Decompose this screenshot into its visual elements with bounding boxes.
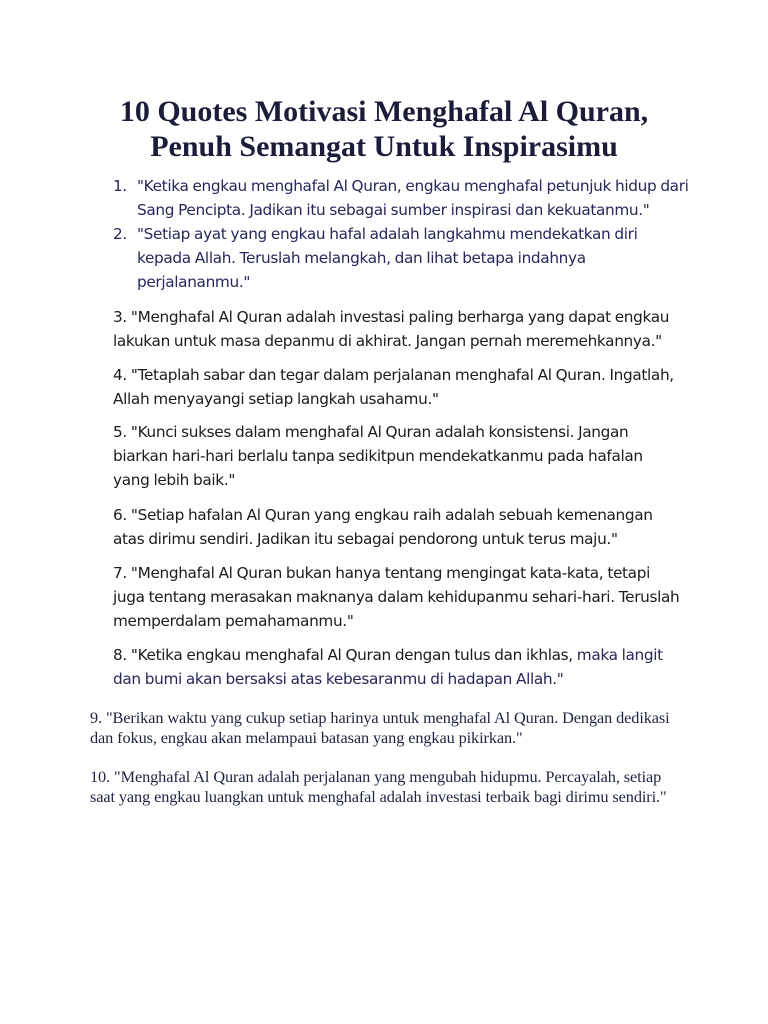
- quote-7: 7. "Menghafal Al Quran bukan hanya tentang mengingat kata-kata, tetapi juga tentang merasakan maknanya dalam kehidupanmu sehari-hari. Teruslah memperdalam pemahamanmu.": [113, 564, 680, 630]
- quote-8-part-2: maka langit dan bumi akan bersaksi atas kebesaranmu di hadapan Allah.": [113, 646, 663, 688]
- numbered-list: [113, 174, 693, 294]
- title-line-2: Penuh Semangat Untuk Inspirasimu: [150, 130, 618, 163]
- quote-6: 6. "Setiap hafalan Al Quran yang engkau raih adalah sebuah kemenangan atas dirimu sendiri. Jadikan itu sebagai pendorong untuk terus maju.": [113, 506, 653, 548]
- list-item: [113, 222, 693, 294]
- quote-3: 3. "Menghafal Al Quran adalah investasi paling berharga yang dapat engkau lakukan untuk masa depanmu di akhirat. Jangan pernah meremehkannya.": [113, 308, 670, 350]
- title-line-1: 10 Quotes Motivasi Menghafal Al Quran,: [119, 95, 649, 128]
- quote-8-part-1: 8. "Ketika engkau menghafal Al Quran dengan tulus dan ikhlas,: [113, 646, 573, 664]
- list-item-text: "Ketika engkau menghafal Al Quran, engkau menghafal petunjuk hidup dari Sang Pencipta. Jadikan itu sebagai sumber inspirasi dan kekuatanmu.": [137, 177, 689, 219]
- quote-4: 4. "Tetaplah sabar dan tegar dalam perjalanan menghafal Al Quran. Ingatlah, Allah menyayangi setiap langkah usahamu.": [113, 366, 674, 408]
- list-item-number: 1.: [113, 177, 127, 195]
- list-item: [113, 174, 693, 222]
- quote-9: 9. "Berikan waktu yang cukup setiap harinya untuk menghafal Al Quran. Dengan dedikasi dan fokus, engkau akan melampaui batasan yang engkau pikirkan.": [90, 708, 670, 747]
- document-title: [60, 94, 708, 164]
- list-item-text: "Setiap ayat yang engkau hafal adalah langkahmu mendekatkan diri kepada Allah. Teruslah melangkah, dan lihat betapa indahnya perjalananmu.": [137, 225, 638, 291]
- quote-8: [113, 643, 683, 691]
- list-item-number: 2.: [113, 225, 127, 243]
- quote-5: 5. "Kunci sukses dalam menghafal Al Quran adalah konsistensi. Jangan biarkan hari-hari berlalu tanpa sedikitpun mendekatkanmu pada hafalan yang lebih baik.": [113, 423, 643, 489]
- quote-10: 10. "Menghafal Al Quran adalah perjalanan yang mengubah hidupmu. Percayalah, setiap saat yang engkau luangkan untuk menghafal adalah investasi terbaik bagi dirimu sendiri.": [90, 767, 667, 806]
